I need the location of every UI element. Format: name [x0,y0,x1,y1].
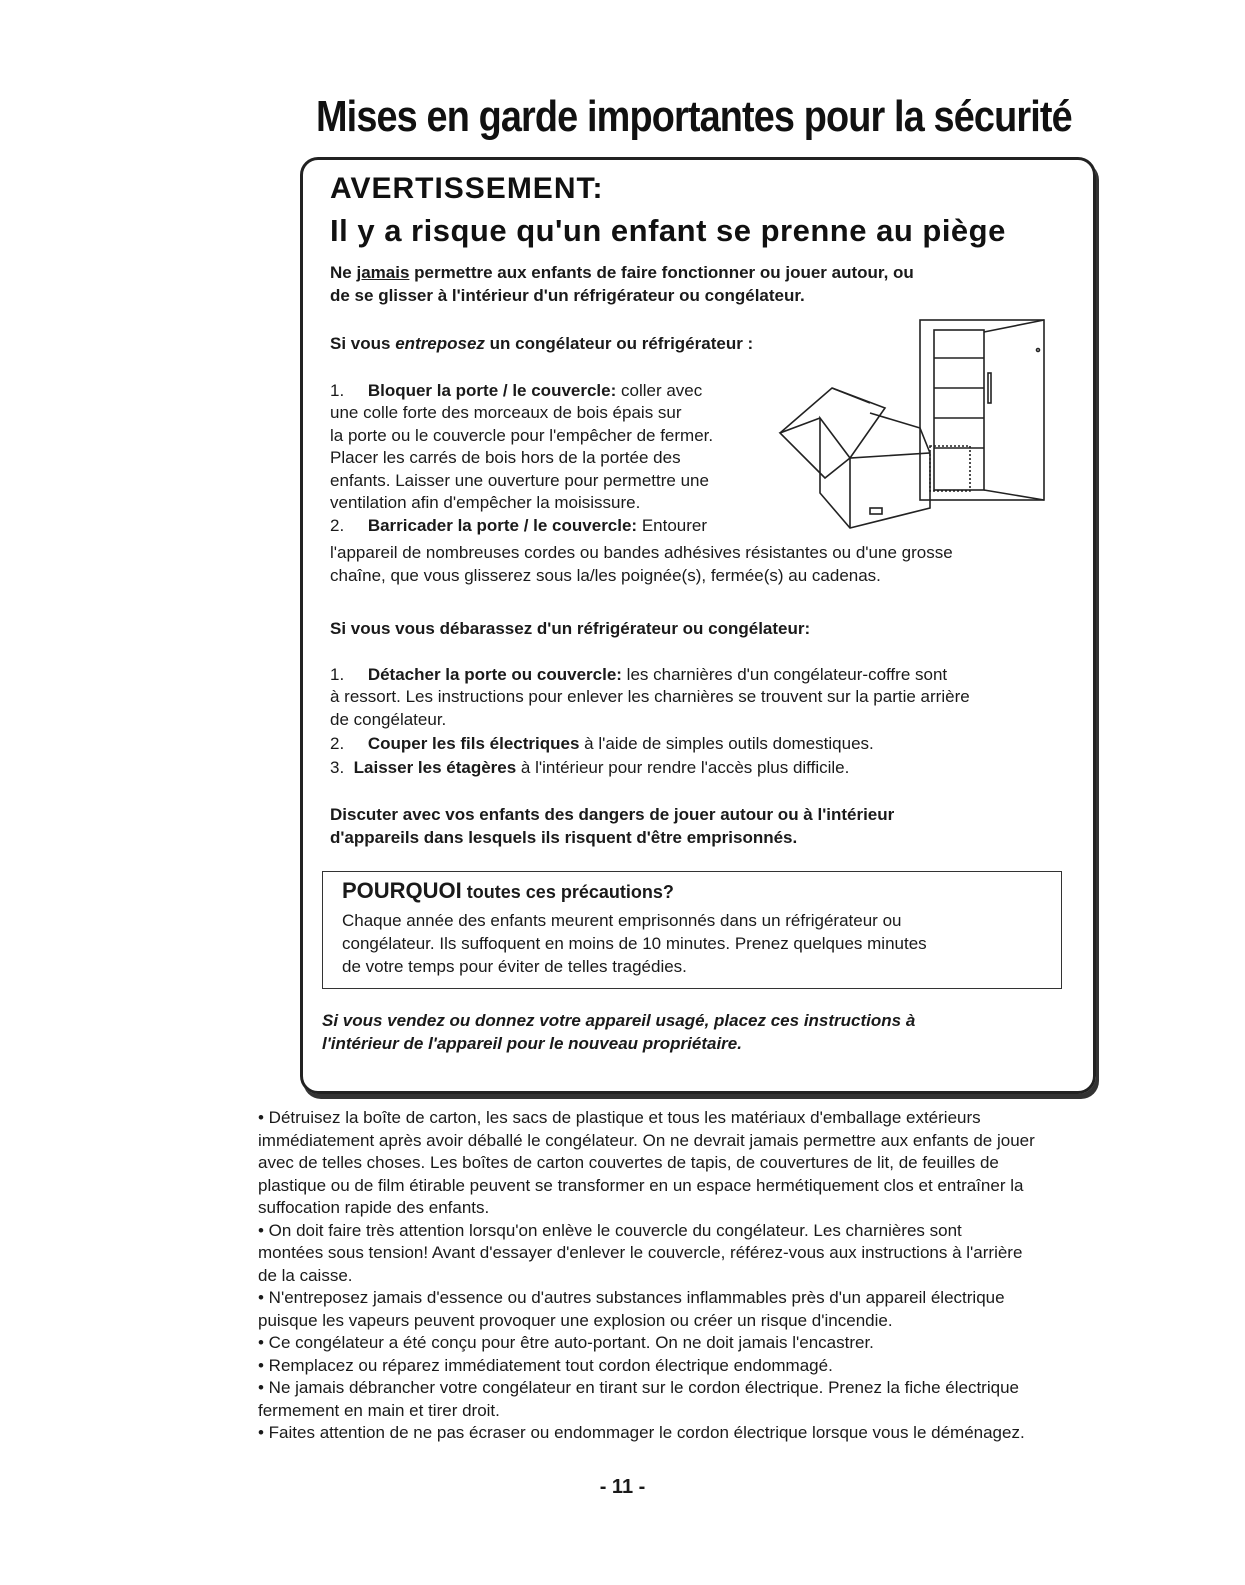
storage-item-2-line-2: l'appareil de nombreuses cordes ou bandes adhésives résistantes ou d'une grosse [330,543,953,562]
bullet-line: avec de telles choses. Les boîtes de carton couvertes de tapis, de couvertures de lit, de feuilles de [258,1153,999,1172]
bullet-line: • Ce congélateur a été conçu pour être auto-portant. On ne doit jamais l'encastrer. [258,1333,874,1352]
bullet-line: montées sous tension! Avant d'essayer d'enlever le couvercle, référez-vous aux instructions à l'arrière [258,1243,1023,1262]
storage-item-2-line-3: chaîne, que vous glisserez sous la/les poignée(s), fermée(s) au cadenas. [330,566,881,585]
bullet-line: • N'entreposez jamais d'essence ou d'autres substances inflammables près d'un appareil électrique [258,1288,1005,1307]
warning-heading: AVERTISSEMENT: [330,172,604,205]
disposal-item-1: 1. Détacher la porte ou couvercle: les charnières d'un congélateur-coffre sont [330,665,948,684]
storage-heading: Si vous entreposez un congélateur ou réfrigérateur : [330,334,754,353]
storage-item-1-line-6: ventilation afin d'empêcher la moisissure. [330,493,641,512]
why-heading: POURQUOI toutes ces précautions? [342,878,674,903]
disposal-heading: Si vous vous débarassez d'un réfrigérateur ou congélateur: [330,619,811,638]
why-line-3: de votre temps pour éviter de telles tragédies. [342,957,687,976]
bullet-line: de la caisse. [258,1265,353,1285]
sell-line-1: Si vous vendez ou donnez votre appareil usagé, placez ces instructions à [322,1011,916,1030]
intro-line-2: de se glisser à l'intérieur d'un réfrigérateur ou congélateur. [330,286,805,305]
bullet-line: fermement en main et tirer droit. [258,1400,500,1420]
freezer-illustration [770,318,1050,543]
sell-line-2: l'intérieur de l'appareil pour le nouveau propriétaire. [322,1034,742,1053]
warning-subheading: Il y a risque qu'un enfant se prenne au piège [330,213,1006,248]
bullet-line: plastique ou de film étirable peuvent se transformer en un espace hermétiquement clos et entraîner la [258,1175,1024,1195]
bullet-line: • Remplacez ou réparez immédiatement tout cordon électrique endommagé. [258,1355,833,1375]
disposal-item-3: 3. Laisser les étagères à l'intérieur pour rendre l'accès plus difficile. [330,758,850,777]
bullet-line: • Ne jamais débrancher votre congélateur en tirant sur le cordon électrique. Prenez la fiche électrique [258,1378,1019,1397]
bullet-line: suffocation rapide des enfants. [258,1198,490,1217]
disposal-item-1-line-2: à ressort. Les instructions pour enlever les charnières se trouvent sur la partie arrière [330,687,970,706]
bullet-line: • Faites attention de ne pas écraser ou endommager le cordon électrique lorsque vous le déménagez. [258,1423,1025,1442]
storage-item-1-line-5: enfants. Laisser une ouverture pour permettre une [330,471,709,490]
storage-item-2: 2. Barricader la porte / le couvercle: Entourer [330,516,708,535]
disposal-item-1-line-3: de congélateur. [330,710,447,729]
safety-bullets [258,1107,1118,1445]
page-title: Mises en garde importantes pour la sécurité [316,92,1072,141]
storage-item-1-line-3: la porte ou le couvercle pour l'empêcher de fermer. [330,426,714,445]
why-line-2: congélateur. Ils suffoquent en moins de 10 minutes. Prenez quelques minutes [342,934,927,953]
intro-line-1: Ne jamais permettre aux enfants de faire fonctionner ou jouer autour, ou [330,263,914,282]
bullet-line: • On doit faire très attention lorsqu'on enlève le couvercle du congélateur. Les charnières sont [258,1220,962,1240]
disposal-item-2: 2. Couper les fils électriques à l'aide de simples outils domestiques. [330,734,874,753]
bullet-line: • Détruisez la boîte de carton, les sacs de plastique et tous les matériaux d'emballage extérieurs [258,1108,981,1127]
discuss-line-2: d'appareils dans lesquels ils risquent d'être emprisonnés. [330,828,798,847]
storage-item-1-line-4: Placer les carrés de bois hors de la portée des [330,448,681,467]
storage-item-1: 1. Bloquer la porte / le couvercle: coller avec [330,381,703,400]
storage-item-1-line-2: une colle forte des morceaux de bois épais sur [330,403,682,422]
why-line-1: Chaque année des enfants meurent emprisonnés dans un réfrigérateur ou [342,911,902,930]
page-number: - 11 - [599,1476,646,1498]
bullet-line: puisque les vapeurs peuvent provoquer une explosion ou créer un risque d'incendie. [258,1310,893,1330]
bullet-line: immédiatement après avoir déballé le congélateur. On ne devrait jamais permettre aux enfants de jouer [258,1130,1035,1150]
discuss-line-1: Discuter avec vos enfants des dangers de jouer autour ou à l'intérieur [330,805,895,824]
